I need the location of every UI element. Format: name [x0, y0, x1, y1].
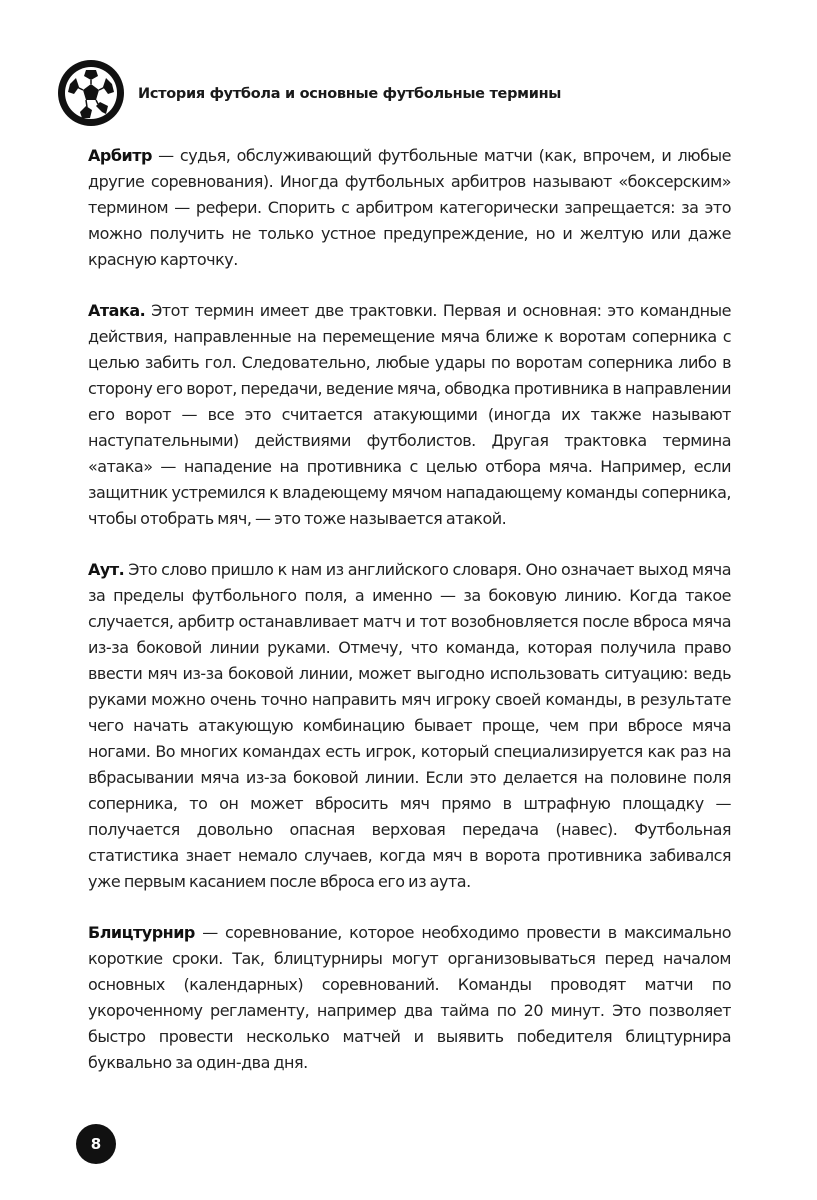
header-title: История футбола и основные футбольные термины	[138, 86, 562, 102]
entry-text: — судья, обслуживающий футбольные матчи (как, впрочем, и любые другие соревнования). Иногда футбольных арбитров называют «боксерским» термином — рефери. Спорить с арбитром категорически запрещается: за это можно получить не только устное предупреждение, но и желтую или даже красную карточку.	[88, 146, 731, 269]
entry-term: Арбитр	[88, 146, 152, 165]
glossary-entry	[88, 557, 731, 895]
entry-text: — соревнование, которое необходимо провести в максимально короткие сроки. Так, блицтурниры могут организовываться перед началом основных (календарных) соревнований. Команды проводят матчи по укороченному регламенту, например два тайма по 20 минут. Это позволяет быстро провести несколько матчей и выявить победителя блицтурнира буквально за один-два дня.	[88, 923, 731, 1072]
entry-text: Этот термин имеет две трактовки. Первая и основная: это командные действия, направленные на перемещение мяча ближе к воротам соперника с целью забить гол. Следовательно, любые удары по воротам соперника либо в сторону его ворот, передачи, ведение мяча, обводка противника в направлении его ворот — все это считается атакующими (иногда их также называют наступательными) действиями футболистов. Другая трактовка термина «атака» — нападение на противника с целью отбора мяча. Например, если защитник устремился к владеющему мячом нападающему команды соперника, чтобы отобрать мяч, — это тоже называется атакой.	[88, 301, 731, 528]
glossary-entry	[88, 920, 731, 1076]
glossary-content	[88, 143, 731, 1101]
entry-term: Блицтурнир	[88, 923, 195, 942]
entry-term: Атака.	[88, 301, 146, 320]
entry-text: Это слово пришло к нам из английского словаря. Оно означает выход мяча за пределы футбольного поля, а именно — за боковую линию. Когда такое случается, арбитр останавливает матч и тот возобновляется после вброса мяча из-за боковой линии руками. Отмечу, что команда, которая получила право ввести мяч из-за боковой линии, может выгодно использовать ситуацию: ведь руками можно очень точно направить мяч игроку своей команды, в результате чего начать атакующую комбинацию бывает проще, чем при вбросе мяча ногами. Во многих командах есть игрок, который специализируется как раз на вбрасывании мяча из-за боковой линии. Если это делается на половине поля соперника, то он может вбросить мяч прямо в штрафную площадку — получается довольно опасная верховая передача (навес). Футбольная статистика знает немало случаев, когда мяч в ворота противника забивался уже первым касанием после вброса его из аута.	[88, 560, 731, 891]
entry-term: Аут.	[88, 560, 125, 579]
page-number: 8	[76, 1124, 116, 1164]
page-header	[56, 58, 756, 128]
glossary-entry	[88, 143, 731, 273]
glossary-entry	[88, 298, 731, 532]
soccer-ball-icon	[56, 58, 126, 128]
